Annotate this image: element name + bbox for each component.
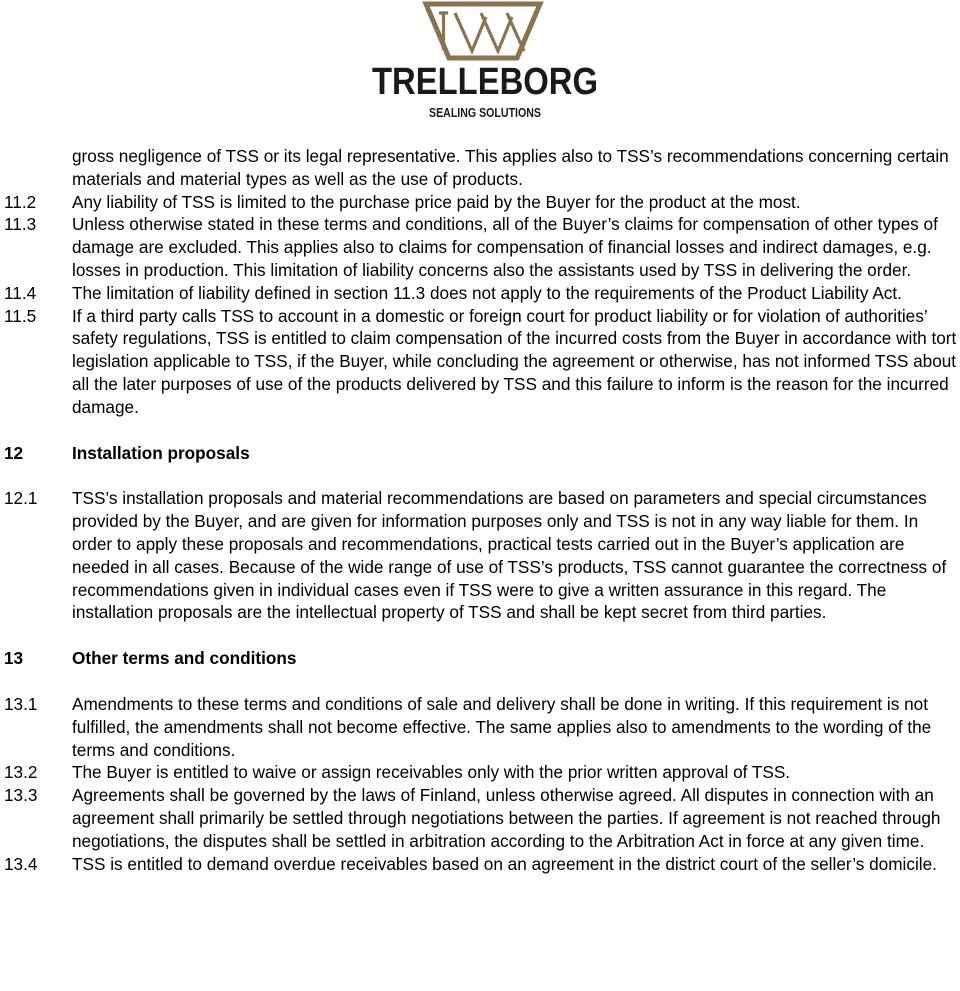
clause-13-1 — [4, 693, 960, 761]
clause-number: 12.1 — [4, 488, 38, 509]
clause-12-1 — [4, 487, 960, 624]
clause-11-5 — [4, 305, 960, 419]
logo-tagline: SEALING SOLUTIONS — [429, 105, 542, 120]
clause-11-3 — [4, 213, 960, 281]
clause-13-3 — [4, 784, 960, 852]
clause-text: If a third party calls TSS to account in a domestic or foreign court for product liability or for violation of authorities’ safety regulations, TSS is entitled to claim compensation of the incurred costs from the Buyer in accordance with tort legislation applicable to TSS, if the Buyer, while concluding the agreement or otherwise, has not informed TSS about all the later purposes of use of the products delivered by TSS and this failure to inform is the reason for the incurred damage. — [72, 305, 957, 417]
clause-number: 13.2 — [4, 762, 38, 783]
company-logo — [360, 0, 610, 122]
section-title: Other terms and conditions — [72, 648, 297, 669]
section-title: Installation proposals — [72, 442, 250, 463]
clause-number: 13.4 — [4, 853, 38, 874]
clause-text: Amendments to these terms and conditions of sale and delivery shall be done in writing. If this requirement is not fulfilled, the amendments shall not become effective. The same applies also to amendments to the wording of the terms and conditions. — [72, 693, 932, 760]
clause-text: TSS is entitled to demand overdue receivables based on an agreement in the district court of the seller’s domicile. — [72, 853, 937, 874]
terms-document — [4, 145, 960, 875]
spacer — [4, 419, 960, 442]
clause-text: Agreements shall be governed by the laws of Finland, unless otherwise agreed. All disputes in connection with an agreement shall primarily be settled through negotiations between the parties. If agreement is not reached through negotiations, the disputes shall be settled in arbitration according to the Arbitration Act in force at any given time. — [72, 785, 941, 851]
clause-number: 11.5 — [4, 305, 37, 326]
clause-text: The Buyer is entitled to waive or assign receivables only with the prior written approval of TSS. — [72, 762, 791, 783]
section-number: 13 — [4, 648, 24, 669]
clause-text: Unless otherwise stated in these terms and conditions, all of the Buyer’s claims for compensation of other types of damage are excluded. This applies also to claims for compensation of financial losses and indirect damages, e.g. losses in production. This limitation of liability concerns also the assistants used by TSS in delivering the order. — [72, 214, 938, 280]
clause-text: The limitation of liability defined in section 11.3 does not apply to the requirements of the Product Liability Act. — [72, 282, 902, 303]
section-12-heading — [4, 442, 960, 465]
clause-11-4 — [4, 282, 960, 305]
section-13-heading — [4, 647, 960, 670]
clause-number: 11.3 — [4, 214, 37, 235]
spacer — [4, 624, 960, 647]
paragraph-11-1-continued — [4, 145, 960, 191]
clause-text: gross negligence of TSS or its legal representative. This applies also to TSS’s recommendations concerning certain materials and material types as well as the use of products. — [72, 146, 949, 189]
clause-11-2 — [4, 191, 960, 214]
clause-13-2 — [4, 761, 960, 784]
clause-number — [4, 145, 72, 191]
clause-13-4 — [4, 853, 960, 876]
spacer — [4, 670, 960, 693]
clause-text: TSS’s installation proposals and material recommendations are based on parameters and special circumstances provided by the Buyer, and are given for information purposes only and TSS is not in any way liable for them. In order to apply these proposals and recommendations, practical tests carried out in the Buyer’s application are needed in all cases. Because of the wide range of use of TSS’s products, TSS cannot guarantee the correctness of recommendations given in individual cases even if TSS were to give a written assurance in this regard. The installation proposals are the intellectual property of TSS and shall be kept secret from third parties. — [72, 488, 947, 623]
clause-number: 11.4 — [4, 282, 37, 303]
clause-text: Any liability of TSS is limited to the purchase price paid by the Buyer for the product at the most. — [72, 191, 801, 212]
trelleborg-logo-mark-icon — [360, 0, 610, 122]
logo-wordmark: TRELLEBORG — [372, 61, 598, 103]
clause-number: 13.3 — [4, 785, 38, 806]
clause-number: 11.2 — [4, 191, 37, 212]
clause-number: 13.1 — [4, 693, 38, 714]
spacer — [4, 464, 960, 487]
section-number: 12 — [4, 442, 24, 463]
